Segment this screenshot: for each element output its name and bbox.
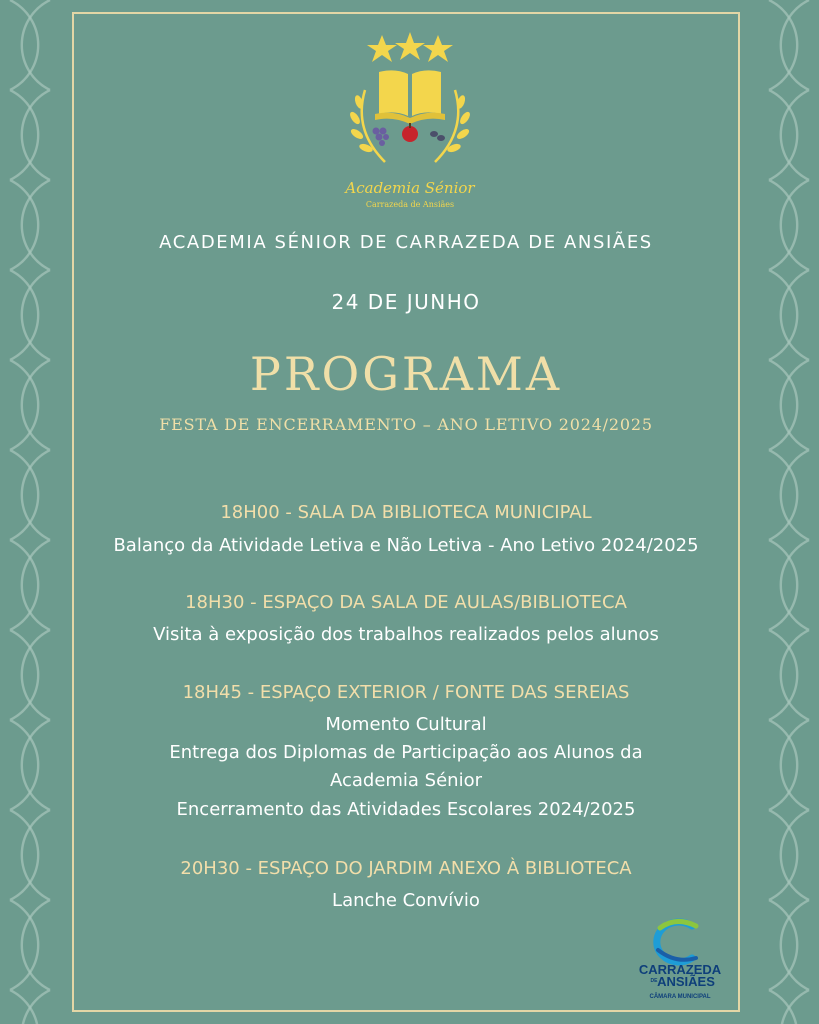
brand-line3: CÂMARA MUNICIPAL — [649, 994, 711, 1000]
c-swoosh-icon — [657, 921, 696, 962]
grapes-icon — [373, 128, 390, 147]
right-arc-pattern — [759, 0, 819, 1024]
brand-line2: ANSIÃES — [657, 974, 715, 989]
event-heading: 20H30 - ESPAÇO DO JARDIM ANEXO À BIBLIOTECA — [180, 858, 632, 879]
event-description: Momento Cultural — [325, 714, 487, 735]
page-title: PROGRAMA — [249, 347, 563, 401]
apple-icon — [402, 123, 418, 142]
logo-name: Academia Sénior — [345, 179, 475, 197]
event-heading: 18H30 - ESPAÇO DA SALA DE AULAS/BIBLIOTECA — [185, 592, 627, 613]
event-description: Academia Sénior — [329, 770, 483, 791]
organization-name: ACADEMIA SÉNIOR DE CARRAZEDA DE ANSIÃES — [159, 232, 653, 253]
brand-line1: CARRAZEDA — [638, 962, 722, 977]
open-book-icon — [375, 70, 445, 124]
stars-icon — [367, 32, 453, 62]
event-heading: 18H00 - SALA DA BIBLIOTECA MUNICIPAL — [220, 502, 592, 523]
event-description: Lanche Convívio — [332, 890, 480, 911]
page-subtitle: FESTA DE ENCERRAMENTO – ANO LETIVO 2024/2025 — [159, 415, 653, 434]
event-heading: 18H45 - ESPAÇO EXTERIOR / FONTE DAS SEREIAS — [182, 682, 630, 703]
event-description: Encerramento das Atividades Escolares 2024/2025 — [176, 799, 636, 820]
event-description: Entrega dos Diplomas de Participação aos Alunos da — [169, 742, 643, 763]
brand-connector: DE — [650, 978, 658, 984]
event-description: Balanço da Atividade Letiva e Não Letiva - Ano Letivo 2024/2025 — [113, 535, 699, 556]
event-description: Visita à exposição dos trabalhos realizados pelos alunos — [153, 624, 659, 645]
carrazeda-ansiaes-logo — [630, 918, 730, 1004]
left-arc-pattern — [0, 0, 60, 1024]
olive-icon — [430, 131, 445, 141]
event-date: 24 DE JUNHO — [331, 290, 481, 314]
logo-subname: Carrazeda de Ansiães — [365, 200, 455, 209]
academy-laurel-book-logo — [335, 30, 485, 215]
